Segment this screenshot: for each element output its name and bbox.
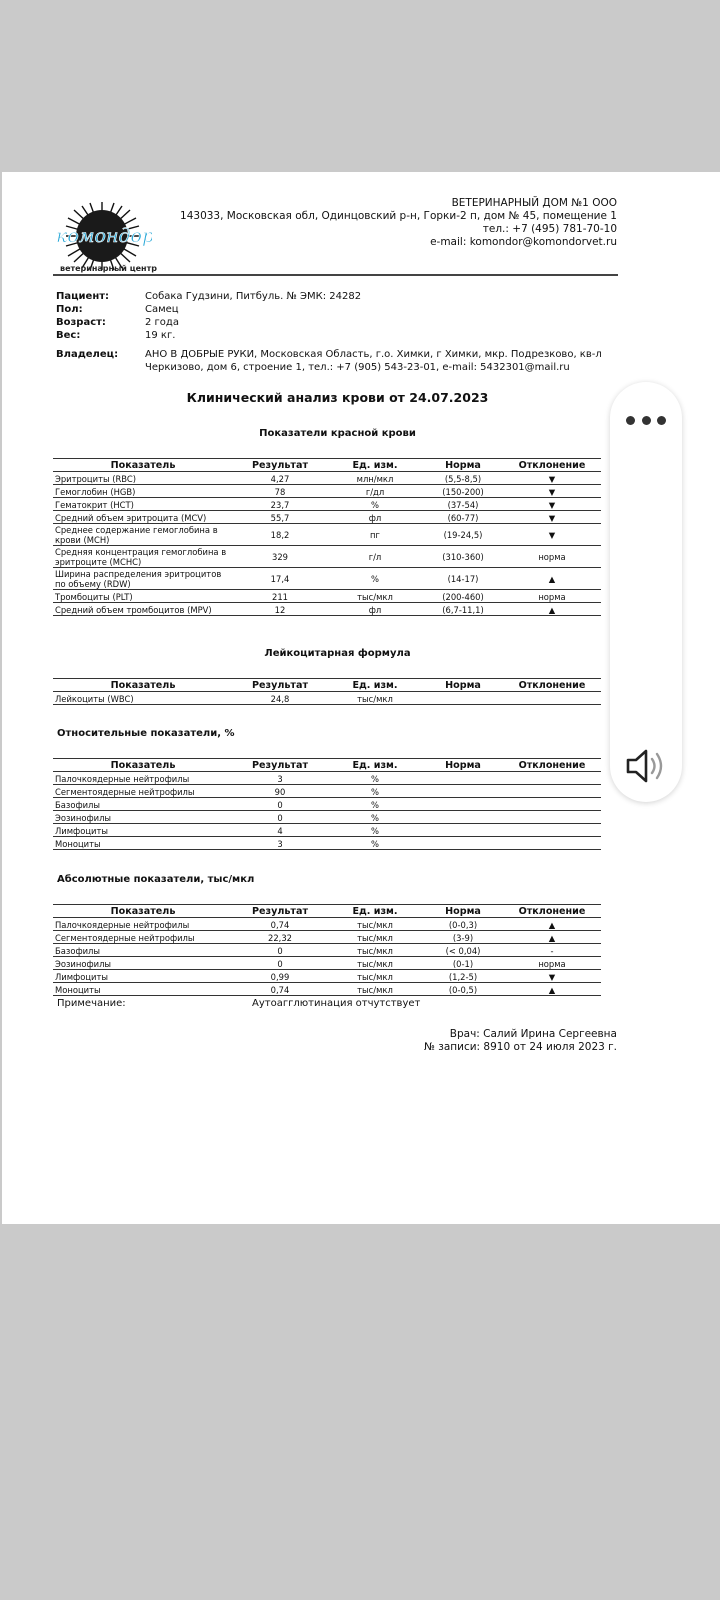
result-cell: 3 bbox=[233, 772, 327, 785]
table-header-row bbox=[53, 679, 601, 692]
table-row bbox=[53, 983, 601, 996]
unit-cell: г/дл bbox=[327, 485, 423, 498]
column-header: Отклонение bbox=[503, 905, 601, 918]
table-row bbox=[53, 785, 601, 798]
indicator-cell: Средняя концентрация гемоглобина в эритроците (MCHC) bbox=[53, 546, 233, 568]
indicator-cell: Гемоглобин (HGB) bbox=[53, 485, 233, 498]
result-cell: 22,32 bbox=[233, 931, 327, 944]
result-cell: 24,8 bbox=[233, 692, 327, 705]
deviation-cell bbox=[503, 811, 601, 824]
table-row bbox=[53, 485, 601, 498]
sex-value: Самец bbox=[145, 304, 179, 315]
unit-cell: % bbox=[327, 824, 423, 837]
norm-cell: (60-77) bbox=[423, 511, 503, 524]
clinic-logo bbox=[52, 200, 152, 272]
norm-cell: (37-54) bbox=[423, 498, 503, 511]
indicator-cell: Моноциты bbox=[53, 983, 233, 996]
norm-cell: (150-200) bbox=[423, 485, 503, 498]
norm-cell: (3-9) bbox=[423, 931, 503, 944]
norm-cell: (1,2-5) bbox=[423, 970, 503, 983]
unit-cell: пг bbox=[327, 524, 423, 546]
floating-control-panel bbox=[610, 382, 682, 802]
result-cell: 4,27 bbox=[233, 472, 327, 485]
clinic-address: 143033, Московская обл, Одинцовский р-н, Горки-2 п, дом № 45, помещение 1 bbox=[180, 210, 617, 222]
result-cell: 0,74 bbox=[233, 983, 327, 996]
unit-cell: тыс/мкл bbox=[327, 590, 423, 603]
column-header: Результат bbox=[233, 759, 327, 772]
indicator-cell: Тромбоциты (PLT) bbox=[53, 590, 233, 603]
table-row bbox=[53, 944, 601, 957]
result-cell: 329 bbox=[233, 546, 327, 568]
table-header-row bbox=[53, 905, 601, 918]
indicator-cell: Палочкоядерные нейтрофилы bbox=[53, 772, 233, 785]
deviation-cell: ▼ bbox=[503, 970, 601, 983]
record-number: № записи: 8910 от 24 июля 2023 г. bbox=[423, 1041, 617, 1053]
result-cell: 211 bbox=[233, 590, 327, 603]
result-cell: 0 bbox=[233, 957, 327, 970]
deviation-cell bbox=[503, 692, 601, 705]
relative-heading: Относительные показатели, % bbox=[57, 728, 235, 739]
weight-label: Вес: bbox=[56, 330, 81, 341]
unit-cell: тыс/мкл bbox=[327, 692, 423, 705]
unit-cell: фл bbox=[327, 603, 423, 616]
table-row bbox=[53, 568, 601, 590]
result-cell: 0,74 bbox=[233, 918, 327, 931]
result-cell: 12 bbox=[233, 603, 327, 616]
result-cell: 0,99 bbox=[233, 970, 327, 983]
unit-cell: тыс/мкл bbox=[327, 957, 423, 970]
table-row bbox=[53, 772, 601, 785]
table-row bbox=[53, 603, 601, 616]
deviation-cell: - bbox=[503, 944, 601, 957]
red-blood-heading: Показатели красной крови bbox=[259, 428, 416, 439]
absolute-table bbox=[53, 904, 601, 996]
leuko-table bbox=[53, 678, 601, 705]
norm-cell bbox=[423, 837, 503, 850]
logo-caption: ветеринарный центр bbox=[60, 264, 157, 273]
result-cell: 0 bbox=[233, 811, 327, 824]
norm-cell: (19-24,5) bbox=[423, 524, 503, 546]
indicator-cell: Лимфоциты bbox=[53, 824, 233, 837]
svg-text:комондор: комондор bbox=[56, 225, 152, 247]
patient-value: Собака Гудзини, Питбуль. № ЭМК: 24282 bbox=[145, 291, 362, 302]
header-divider bbox=[53, 274, 618, 276]
result-cell: 3 bbox=[233, 837, 327, 850]
owner-value: АНО В ДОБРЫЕ РУКИ, Московская Область, г.о. Химки, г Химки, мкр. Подрезково, кв-л Черкизово, дом 6, строение 1, тел.: +7 (905) 543-23-01, e-mail: 5432301@mail.ru bbox=[145, 349, 602, 373]
clinic-email: e-mail: komondor@komondorvet.ru bbox=[430, 236, 617, 248]
column-header: Результат bbox=[233, 459, 327, 472]
deviation-cell: ▼ bbox=[503, 511, 601, 524]
table-row bbox=[53, 811, 601, 824]
result-cell: 0 bbox=[233, 798, 327, 811]
column-header: Показатель bbox=[53, 905, 233, 918]
unit-cell: тыс/мкл bbox=[327, 918, 423, 931]
clinic-name: ВЕТЕРИНАРНЫЙ ДОМ №1 ООО bbox=[451, 197, 617, 209]
deviation-cell: норма bbox=[503, 590, 601, 603]
patient-info bbox=[56, 290, 605, 374]
result-cell: 90 bbox=[233, 785, 327, 798]
table-row bbox=[53, 970, 601, 983]
owner-label: Владелец: bbox=[56, 349, 119, 360]
norm-cell: (0-0,3) bbox=[423, 918, 503, 931]
norm-cell bbox=[423, 824, 503, 837]
doctor-name: Врач: Салий Ирина Сергеевна bbox=[449, 1028, 617, 1040]
unit-cell: фл bbox=[327, 511, 423, 524]
leuko-heading: Лейкоцитарная формула bbox=[264, 648, 411, 659]
norm-cell bbox=[423, 772, 503, 785]
norm-cell bbox=[423, 811, 503, 824]
norm-cell bbox=[423, 798, 503, 811]
result-cell: 55,7 bbox=[233, 511, 327, 524]
column-header: Норма bbox=[423, 905, 503, 918]
table-row bbox=[53, 918, 601, 931]
indicator-cell: Среднее содержание гемоглобина в крови (MCH) bbox=[53, 524, 233, 546]
table-row bbox=[53, 472, 601, 485]
clinic-info bbox=[180, 197, 617, 249]
doctor-info bbox=[424, 1028, 617, 1054]
column-header: Отклонение bbox=[503, 679, 601, 692]
unit-cell: % bbox=[327, 837, 423, 850]
result-cell: 18,2 bbox=[233, 524, 327, 546]
deviation-cell: ▼ bbox=[503, 498, 601, 511]
indicator-cell: Эозинофилы bbox=[53, 957, 233, 970]
weight-value: 19 кг. bbox=[145, 330, 176, 341]
column-header: Отклонение bbox=[503, 459, 601, 472]
norm-cell: (310-360) bbox=[423, 546, 503, 568]
column-header: Показатель bbox=[53, 679, 233, 692]
norm-cell: (200-460) bbox=[423, 590, 503, 603]
unit-cell: % bbox=[327, 498, 423, 511]
column-header: Результат bbox=[233, 905, 327, 918]
norm-cell: (0-0,5) bbox=[423, 983, 503, 996]
table-row bbox=[53, 824, 601, 837]
clinic-phone: тел.: +7 (495) 781-70-10 bbox=[482, 223, 617, 235]
indicator-cell: Эозинофилы bbox=[53, 811, 233, 824]
unit-cell: тыс/мкл bbox=[327, 931, 423, 944]
unit-cell: тыс/мкл bbox=[327, 970, 423, 983]
indicator-cell: Эритроциты (RBC) bbox=[53, 472, 233, 485]
relative-table bbox=[53, 758, 601, 850]
table-row bbox=[53, 837, 601, 850]
indicator-cell: Гематокрит (HCT) bbox=[53, 498, 233, 511]
column-header: Норма bbox=[423, 679, 503, 692]
unit-cell: г/л bbox=[327, 546, 423, 568]
speaker-icon[interactable] bbox=[622, 746, 670, 786]
deviation-cell: ▲ bbox=[503, 568, 601, 590]
norm-cell bbox=[423, 785, 503, 798]
result-cell: 23,7 bbox=[233, 498, 327, 511]
column-header: Показатель bbox=[53, 759, 233, 772]
column-header: Показатель bbox=[53, 459, 233, 472]
deviation-cell: ▲ bbox=[503, 983, 601, 996]
indicator-cell: Средний объем тромбоцитов (MPV) bbox=[53, 603, 233, 616]
table-row bbox=[53, 511, 601, 524]
indicator-cell: Базофилы bbox=[53, 798, 233, 811]
unit-cell: % bbox=[327, 785, 423, 798]
deviation-cell bbox=[503, 798, 601, 811]
indicator-cell: Базофилы bbox=[53, 944, 233, 957]
deviation-cell bbox=[503, 772, 601, 785]
unit-cell: тыс/мкл bbox=[327, 944, 423, 957]
indicator-cell: Палочкоядерные нейтрофилы bbox=[53, 918, 233, 931]
deviation-cell: норма bbox=[503, 957, 601, 970]
norm-cell bbox=[423, 692, 503, 705]
column-header: Норма bbox=[423, 459, 503, 472]
column-header: Ед. изм. bbox=[327, 905, 423, 918]
column-header: Норма bbox=[423, 759, 503, 772]
deviation-cell: ▼ bbox=[503, 524, 601, 546]
unit-cell: % bbox=[327, 798, 423, 811]
sex-label: Пол: bbox=[56, 304, 83, 315]
table-row bbox=[53, 957, 601, 970]
table-row bbox=[53, 546, 601, 568]
unit-cell: тыс/мкл bbox=[327, 983, 423, 996]
unit-cell: % bbox=[327, 568, 423, 590]
table-row bbox=[53, 590, 601, 603]
table-row bbox=[53, 524, 601, 546]
deviation-cell bbox=[503, 837, 601, 850]
age-label: Возраст: bbox=[56, 317, 106, 328]
table-header-row bbox=[53, 459, 601, 472]
result-cell: 4 bbox=[233, 824, 327, 837]
indicator-cell: Моноциты bbox=[53, 837, 233, 850]
deviation-cell: ▲ bbox=[503, 931, 601, 944]
table-row bbox=[53, 692, 601, 705]
deviation-cell: ▲ bbox=[503, 603, 601, 616]
deviation-cell: норма bbox=[503, 546, 601, 568]
indicator-cell: Лейкоциты (WBC) bbox=[53, 692, 233, 705]
more-dots-icon[interactable] bbox=[626, 410, 666, 430]
result-cell: 78 bbox=[233, 485, 327, 498]
patient-label: Пациент: bbox=[56, 291, 110, 302]
column-header: Результат bbox=[233, 679, 327, 692]
result-cell: 0 bbox=[233, 944, 327, 957]
indicator-cell: Сегментоядерные нейтрофилы bbox=[53, 931, 233, 944]
indicator-cell: Средний объем эритроцита (MCV) bbox=[53, 511, 233, 524]
column-header: Ед. изм. bbox=[327, 679, 423, 692]
norm-cell: (6,7-11,1) bbox=[423, 603, 503, 616]
norm-cell: (0-1) bbox=[423, 957, 503, 970]
note-value: Аутоагглютинация отчутствует bbox=[252, 998, 421, 1009]
table-row bbox=[53, 498, 601, 511]
table-row bbox=[53, 798, 601, 811]
note-label: Примечание: bbox=[57, 998, 126, 1009]
column-header: Ед. изм. bbox=[327, 759, 423, 772]
indicator-cell: Ширина распределения эритроцитов по объему (RDW) bbox=[53, 568, 233, 590]
norm-cell: (5,5-8,5) bbox=[423, 472, 503, 485]
norm-cell: (14-17) bbox=[423, 568, 503, 590]
table-row bbox=[53, 931, 601, 944]
unit-cell: % bbox=[327, 811, 423, 824]
indicator-cell: Сегментоядерные нейтрофилы bbox=[53, 785, 233, 798]
result-cell: 17,4 bbox=[233, 568, 327, 590]
deviation-cell: ▼ bbox=[503, 485, 601, 498]
column-header: Отклонение bbox=[503, 759, 601, 772]
deviation-cell: ▲ bbox=[503, 918, 601, 931]
report-title: Клинический анализ крови от 24.07.2023 bbox=[186, 390, 489, 405]
unit-cell: % bbox=[327, 772, 423, 785]
column-header: Ед. изм. bbox=[327, 459, 423, 472]
red-blood-table bbox=[53, 458, 601, 616]
deviation-cell bbox=[503, 785, 601, 798]
norm-cell: (< 0,04) bbox=[423, 944, 503, 957]
deviation-cell bbox=[503, 824, 601, 837]
age-value: 2 года bbox=[145, 317, 179, 328]
deviation-cell: ▼ bbox=[503, 472, 601, 485]
absolute-heading: Абсолютные показатели, тыс/мкл bbox=[57, 874, 255, 885]
indicator-cell: Лимфоциты bbox=[53, 970, 233, 983]
unit-cell: млн/мкл bbox=[327, 472, 423, 485]
table-header-row bbox=[53, 759, 601, 772]
